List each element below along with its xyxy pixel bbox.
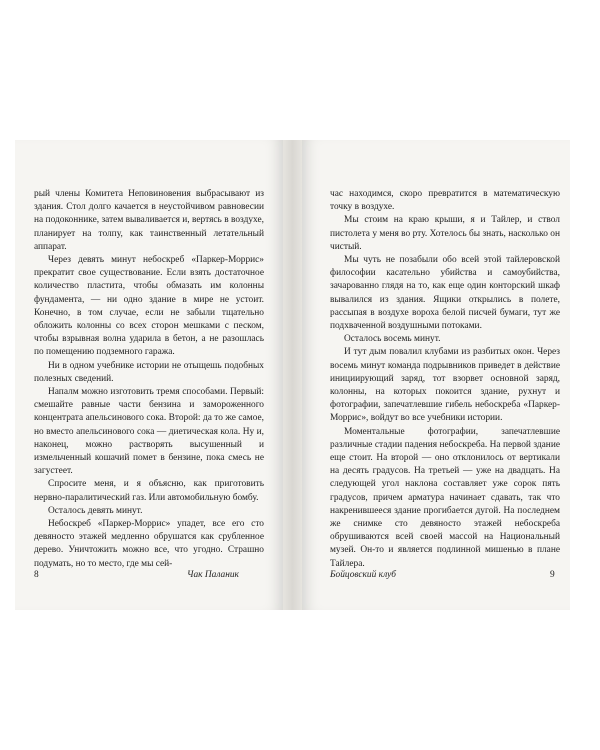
paragraph: час находимся, скоро превратится в математическую точку в воздухе. [330, 189, 560, 213]
paragraph: Ни в одном учебнике истории не отыщешь подобных полезных сведений. [34, 360, 264, 384]
paragraph: рый члены Комитета Неповиновения выбрасывают из здания. Стол долго качается в неустойчивом равновесии на подоконнике, затем вываливается и, вертясь в воздухе, планирует на толпу, как таинственный летательный аппарат. [34, 189, 264, 252]
page-number: 8 [34, 570, 39, 580]
book-gutter [283, 140, 302, 610]
left-page [15, 140, 283, 610]
left-page-text [34, 188, 264, 571]
right-page [302, 140, 570, 610]
paragraph: Осталось девять минут. [48, 505, 143, 516]
paragraph: Осталось восемь минут. [344, 334, 441, 345]
running-head-title: Бойцовский клуб [330, 570, 397, 580]
running-head-author: Чак Паланик [187, 570, 239, 580]
right-page-text [330, 188, 560, 571]
paragraph: Небоскреб «Паркер-Моррис» упадет, все его сто девяносто этажей медленно обрушатся как срубленное дерево. Уничтожить можно все, что угодно. Страшно подумать, но то место, где мы сей- [34, 519, 264, 569]
paragraph: Напалм можно изготовить тремя способами. Первый: смешайте равные части бензина и замороженного концентрата апельсинового сока. Второй: да то же самое, но вместо апельсинового сока — диетическая кола. Ну и, наконец, можно растворять высушенный и измельченный кошачий помет в бензине, пока смесь не загустеет. [34, 387, 264, 477]
paragraph: Мы стоим на краю крыши, я и Тайлер, и ствол пистолета у меня во рту. Хотелось бы знать, насколько он чистый. [330, 215, 560, 252]
paragraph: Спросите меня, и я объясню, как приготовить нервно-паралитический газ. Или автомобильную бомбу. [34, 479, 264, 503]
paragraph: Мы чуть не позабыли обо всей этой тайлеровской философии касательно убийства и самоубийства, зачарованно глядя на то, как еще один конторский шкаф вывалился из здания. Ящики открылись в полете, рассыпая в воздухе вороха белой писчей бумаги, тут же подхваченной воздушными потоками. [330, 255, 560, 332]
paragraph: И тут дым повалил клубами из разбитых окон. Через восемь минут команда подрывников приведет в действие инициирующий заряд, тот взорвет основной заряд, колонны, на которых покоится здание, рухнут и фотографии, запечатлевшие гибель небоскреба «Паркер-Моррис», войдут во все учебники истории. [330, 347, 560, 424]
paragraph: Через девять минут небоскреб «Паркер-Моррис» прекратит свое существование. Если взять достаточное количество пластита, чтобы обмазать им колонны фундамента, — ни одно здание в мире не устоит. Конечно, в том случае, если не забыли тщательно обложить колонны со всех сторон мешками с песком, чтобы взрывная волна ударила в бетон, а не разошлась по помещению подземного гаража. [34, 255, 264, 358]
page-number: 9 [550, 570, 555, 580]
paragraph: Моментальные фотографии, запечатлевшие различные стадии падения небоскреба. На первой здание еще стоит. На второй — оно отклонилось от вертикали на десять градусов. На третьей — уже на двадцать. На следующей угол наклона составляет уже сорок пять градусов, причем арматура начинает сдавать, так что накренившееся здание прогибается дугой. На последнем же снимке сто девяносто этажей небоскреба обрушиваются всей своей массой на Национальный музей. Он-то и является подлинной мишенью в плане Тайлера. [330, 426, 560, 569]
